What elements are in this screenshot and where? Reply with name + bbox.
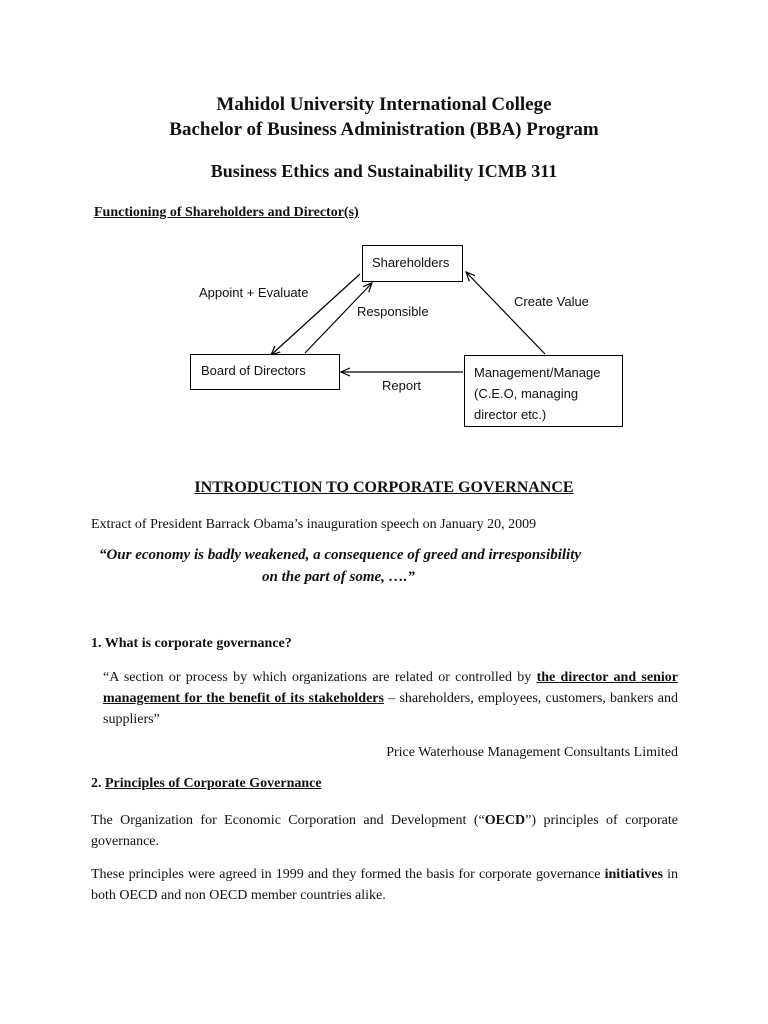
definition-text-end: – shareholders, employees, customers, bankers and suppliers”	[103, 691, 678, 727]
appoint-label: Appoint + Evaluate	[199, 285, 309, 300]
definition-bold-text: the director and senior management for the benefit of its stakeholders	[103, 670, 678, 706]
shareholders-label: Shareholders	[372, 255, 450, 270]
management-node	[464, 355, 623, 427]
oecd-bold: OECD	[484, 813, 526, 828]
diagram-arrows	[0, 0, 768, 440]
course-title: Business Ethics and Sustainability ICMB 311	[210, 161, 558, 181]
oecd-text-start: The Organization for Economic Corporation and Development (“	[91, 813, 485, 828]
board-node	[190, 354, 340, 390]
section1-heading: 1. What is corporate governance?	[91, 636, 292, 651]
principles-text-end: in both OECD and non OECD member countries alike.	[91, 867, 679, 903]
principles-paragraph	[91, 864, 678, 906]
management-label-line1: Management/Manage	[474, 365, 601, 380]
management-label-line3: director etc.)	[474, 407, 547, 422]
principles-text-start: These principles were agreed in 1999 and they formed the basis for corporate governance	[91, 867, 605, 882]
board-label: Board of Directors	[201, 363, 306, 378]
shareholders-node	[362, 245, 463, 282]
obama-quote-line1: “Our economy is badly weakened, a consequence of greed and irresponsibility	[98, 547, 582, 563]
diagram-heading: Functioning of Shareholders and Director(s)	[94, 205, 359, 220]
college-title: Mahidol University International College	[216, 94, 552, 115]
obama-quote-line2: on the part of some, ….”	[262, 569, 415, 585]
definition-source: Price Waterhouse Management Consultants Limited	[386, 745, 678, 760]
program-title: Bachelor of Business Administration (BBA) Program	[169, 119, 599, 140]
intro-heading: INTRODUCTION TO CORPORATE GOVERNANCE	[194, 479, 574, 496]
section2-title: Principles of Corporate Governance	[105, 776, 322, 791]
governance-diagram	[0, 0, 768, 440]
definition-paragraph	[103, 667, 678, 730]
section2-heading	[91, 776, 322, 792]
obama-extract: Extract of President Barrack Obama’s inauguration speech on January 20, 2009	[91, 517, 537, 532]
report-label: Report	[382, 378, 422, 393]
create-value-arrow	[466, 272, 545, 354]
principles-bold: initiatives	[604, 867, 663, 882]
management-label-line2: (C.E.O, managing	[474, 386, 579, 401]
section2-number: 2.	[91, 776, 105, 791]
create-value-label: Create Value	[514, 294, 589, 309]
responsible-label: Responsible	[357, 304, 429, 319]
definition-text-start: “A section or process by which organizations are related or controlled by	[103, 670, 537, 685]
oecd-paragraph	[91, 810, 678, 852]
oecd-text-end: ”) principles of corporate governance.	[91, 813, 678, 849]
